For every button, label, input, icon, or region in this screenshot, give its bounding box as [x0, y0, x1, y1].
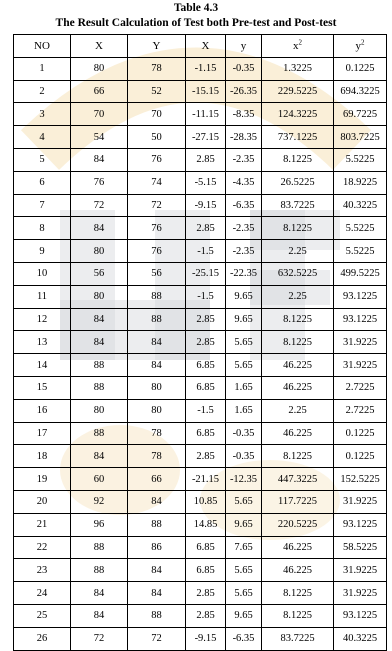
table-title: The Result Calculation of Test both Pre-test and Post-test	[55, 17, 337, 29]
table-cell: 10	[14, 262, 71, 285]
table-cell: 8	[14, 217, 71, 240]
table-row	[14, 604, 387, 627]
table-cell: 6.85	[186, 536, 226, 559]
table-cell: 84	[128, 354, 186, 377]
table-row	[14, 536, 387, 559]
table-cell: 26	[14, 627, 71, 650]
table-row	[14, 217, 387, 240]
table-cell: -9.15	[186, 194, 226, 217]
table-cell: 46.225	[262, 559, 334, 582]
table-row	[14, 240, 387, 263]
table-cell: 6.85	[186, 559, 226, 582]
table-cell: 88	[128, 285, 186, 308]
table-cell: 84	[71, 308, 128, 331]
table-cell: -6.35	[226, 194, 262, 217]
table-cell: 1.65	[226, 376, 262, 399]
table-row	[14, 126, 387, 149]
table-cell: -0.35	[226, 445, 262, 468]
table-cell: -22.35	[226, 262, 262, 285]
table-cell: -2.35	[226, 217, 262, 240]
table-cell: 76	[128, 148, 186, 171]
table-cell: 2.85	[186, 582, 226, 605]
table-cell: 66	[71, 80, 128, 103]
table-cell: 40.3225	[334, 627, 387, 650]
table-cell: 60	[71, 468, 128, 491]
table-cell: 17	[14, 422, 71, 445]
table-cell: -2.35	[226, 148, 262, 171]
table-cell: 5	[14, 148, 71, 171]
table-cell: -0.35	[226, 57, 262, 80]
table-cell: 88	[71, 376, 128, 399]
table-cell: 8.1225	[262, 148, 334, 171]
table-cell: 76	[128, 240, 186, 263]
table-cell: -6.35	[226, 627, 262, 650]
table-cell: 84	[71, 604, 128, 627]
table-cell: 26.5225	[262, 171, 334, 194]
column-header-text: y	[240, 39, 247, 52]
table-cell: 8.1225	[262, 445, 334, 468]
table-cell: 83.7225	[262, 627, 334, 650]
table-cell: -12.35	[226, 468, 262, 491]
table-cell: 31.9225	[334, 490, 387, 513]
table-cell: 7	[14, 194, 71, 217]
table-cell: -1.5	[186, 240, 226, 263]
table-cell: 25	[14, 604, 71, 627]
table-row	[14, 308, 387, 331]
column-header	[71, 35, 128, 58]
table-cell: 1.3225	[262, 57, 334, 80]
table-cell: 80	[128, 376, 186, 399]
column-header-superscript: 2	[298, 38, 302, 47]
table-cell: 70	[71, 103, 128, 126]
table-cell: 21	[14, 513, 71, 536]
table-cell: 9.65	[226, 285, 262, 308]
table-cell: 5.65	[226, 331, 262, 354]
table-cell: 5.65	[226, 354, 262, 377]
table-cell: 84	[71, 148, 128, 171]
table-cell: 69.7225	[334, 103, 387, 126]
table-cell: 70	[128, 103, 186, 126]
table-cell: 88	[71, 422, 128, 445]
table-cell: 9	[14, 240, 71, 263]
table-cell: 88	[71, 536, 128, 559]
table-cell: 220.5225	[262, 513, 334, 536]
table-cell: 18	[14, 445, 71, 468]
table-row	[14, 80, 387, 103]
table-cell: 8.1225	[262, 331, 334, 354]
table-cell: 8.1225	[262, 582, 334, 605]
table-cell: 78	[128, 57, 186, 80]
table-cell: 5.65	[226, 559, 262, 582]
table-cell: 40.3225	[334, 194, 387, 217]
table-cell: 8.1225	[262, 308, 334, 331]
table-cell: 24	[14, 582, 71, 605]
column-header-text: x	[293, 39, 299, 52]
table-cell: 0.1225	[334, 422, 387, 445]
table-cell: 84	[71, 331, 128, 354]
table-cell: 72	[128, 194, 186, 217]
table-cell: 229.5225	[262, 80, 334, 103]
table-cell: -1.15	[186, 57, 226, 80]
table-cell: 93.1225	[334, 513, 387, 536]
table-cell: 84	[128, 331, 186, 354]
table-row	[14, 262, 387, 285]
table-row	[14, 354, 387, 377]
table-cell: 88	[128, 604, 186, 627]
table-cell: 2.85	[186, 331, 226, 354]
table-cell: 13	[14, 331, 71, 354]
table-cell: -5.15	[186, 171, 226, 194]
table-cell: 74	[128, 171, 186, 194]
table-cell: 14	[14, 354, 71, 377]
table-row	[14, 376, 387, 399]
table-cell: -25.15	[186, 262, 226, 285]
table-cell: 72	[71, 194, 128, 217]
table-cell: -1.5	[186, 399, 226, 422]
table-cell: 6.85	[186, 354, 226, 377]
table-cell: -2.35	[226, 240, 262, 263]
table-cell: 54	[71, 126, 128, 149]
table-cell: 2.25	[262, 285, 334, 308]
table-cell: 72	[128, 627, 186, 650]
table-cell: 9.65	[226, 513, 262, 536]
table-cell: 2.7225	[334, 399, 387, 422]
column-header-superscript: 2	[361, 38, 365, 47]
table-cell: 46.225	[262, 536, 334, 559]
table-row	[14, 194, 387, 217]
column-header-text: NO	[34, 39, 50, 52]
table-row	[14, 148, 387, 171]
table-cell: -15.15	[186, 80, 226, 103]
column-header	[226, 35, 262, 58]
table-cell: 88	[128, 308, 186, 331]
table-row	[14, 399, 387, 422]
table-cell: 1	[14, 57, 71, 80]
table-cell: 5.65	[226, 490, 262, 513]
column-header-text: X	[201, 39, 210, 52]
table-cell: 88	[128, 513, 186, 536]
table-cell: -11.15	[186, 103, 226, 126]
table-cell: 93.1225	[334, 308, 387, 331]
table-cell: 84	[128, 559, 186, 582]
table-cell: 31.9225	[334, 331, 387, 354]
table-row	[14, 513, 387, 536]
table-row	[14, 559, 387, 582]
table-cell: 31.9225	[334, 354, 387, 377]
column-header	[334, 35, 387, 58]
table-cell: 6.85	[186, 376, 226, 399]
table-cell: 7.65	[226, 536, 262, 559]
table-cell: 31.9225	[334, 559, 387, 582]
table-cell: -4.35	[226, 171, 262, 194]
table-cell: 8.1225	[262, 217, 334, 240]
table-cell: 84	[71, 217, 128, 240]
table-cell: 88	[71, 354, 128, 377]
table-cell: 92	[71, 490, 128, 513]
table-cell: 5.5225	[334, 217, 387, 240]
table-cell: 58.5225	[334, 536, 387, 559]
table-row	[14, 171, 387, 194]
table-cell: 15	[14, 376, 71, 399]
table-cell: 447.3225	[262, 468, 334, 491]
table-row	[14, 285, 387, 308]
table-cell: 2.25	[262, 240, 334, 263]
table-cell: 96	[71, 513, 128, 536]
table-cell: 2.85	[186, 148, 226, 171]
table-cell: 22	[14, 536, 71, 559]
table-cell: 12	[14, 308, 71, 331]
table-cell: 23	[14, 559, 71, 582]
table-row	[14, 103, 387, 126]
table-label: Table 4.3	[173, 2, 219, 14]
column-header-text: y	[355, 39, 361, 52]
table-cell: 83.7225	[262, 194, 334, 217]
table-cell: 84	[71, 445, 128, 468]
table-cell: 84	[71, 582, 128, 605]
table-cell: 80	[71, 57, 128, 80]
table-cell: 16	[14, 399, 71, 422]
table-cell: 6	[14, 171, 71, 194]
table-row	[14, 468, 387, 491]
table-cell: 66	[128, 468, 186, 491]
table-cell: 20	[14, 490, 71, 513]
table-cell: 76	[128, 217, 186, 240]
table-cell: 19	[14, 468, 71, 491]
table-cell: 2.7225	[334, 376, 387, 399]
table-cell: 93.1225	[334, 604, 387, 627]
table-cell: -1.5	[186, 285, 226, 308]
table-body	[14, 57, 387, 650]
table-cell: 2	[14, 80, 71, 103]
table-cell: 80	[71, 399, 128, 422]
table-cell: 10.85	[186, 490, 226, 513]
column-header	[128, 35, 186, 58]
table-cell: 80	[128, 399, 186, 422]
table-cell: -21.15	[186, 468, 226, 491]
table-cell: 5.65	[226, 582, 262, 605]
table-cell: 93.1225	[334, 285, 387, 308]
table-cell: 2.25	[262, 399, 334, 422]
table-cell: 2.85	[186, 217, 226, 240]
table-cell: 6.85	[186, 422, 226, 445]
table-cell: 5.5225	[334, 148, 387, 171]
table-header-row	[14, 35, 387, 58]
table-cell: 80	[71, 285, 128, 308]
table-cell: 56	[128, 262, 186, 285]
table-cell: 152.5225	[334, 468, 387, 491]
table-cell: -8.35	[226, 103, 262, 126]
table-cell: -27.15	[186, 126, 226, 149]
table-cell: 18.9225	[334, 171, 387, 194]
column-header	[14, 35, 71, 58]
table-row	[14, 627, 387, 650]
table-cell: 50	[128, 126, 186, 149]
table-cell: -0.35	[226, 422, 262, 445]
table-cell: 2.85	[186, 604, 226, 627]
table-row	[14, 57, 387, 80]
table-cell: 88	[71, 559, 128, 582]
table-cell: 46.225	[262, 376, 334, 399]
table-row	[14, 582, 387, 605]
table-cell: 4	[14, 126, 71, 149]
table-cell: 0.1225	[334, 57, 387, 80]
table-cell: 56	[71, 262, 128, 285]
table-cell: 46.225	[262, 354, 334, 377]
table-row	[14, 445, 387, 468]
table-cell: 84	[128, 582, 186, 605]
table-row	[14, 490, 387, 513]
table-cell: 803.7225	[334, 126, 387, 149]
table-cell: 0.1225	[334, 445, 387, 468]
table-cell: 46.225	[262, 422, 334, 445]
table-cell: -28.35	[226, 126, 262, 149]
table-cell: 1.65	[226, 399, 262, 422]
table-cell: 78	[128, 422, 186, 445]
table-cell: 11	[14, 285, 71, 308]
table-cell: 80	[71, 240, 128, 263]
table-cell: -26.35	[226, 80, 262, 103]
table-cell: 5.5225	[334, 240, 387, 263]
table-cell: 124.3225	[262, 103, 334, 126]
table-cell: 84	[128, 490, 186, 513]
table-cell: 737.1225	[262, 126, 334, 149]
table-cell: -9.15	[186, 627, 226, 650]
table-cell: 694.3225	[334, 80, 387, 103]
table-cell: 76	[71, 171, 128, 194]
table-cell: 2.85	[186, 445, 226, 468]
table-cell: 8.1225	[262, 604, 334, 627]
table-cell: 9.65	[226, 308, 262, 331]
table-cell: 117.7225	[262, 490, 334, 513]
result-table	[13, 34, 387, 651]
column-header-text: X	[95, 39, 103, 52]
table-cell: 78	[128, 445, 186, 468]
table-cell: 72	[71, 627, 128, 650]
table-cell: 31.9225	[334, 582, 387, 605]
table-cell: 499.5225	[334, 262, 387, 285]
table-cell: 52	[128, 80, 186, 103]
table-row	[14, 422, 387, 445]
column-header	[186, 35, 226, 58]
table-cell: 3	[14, 103, 71, 126]
column-header	[262, 35, 334, 58]
table-cell: 9.65	[226, 604, 262, 627]
table-row	[14, 331, 387, 354]
column-header-text: Y	[152, 39, 161, 52]
table-cell: 86	[128, 536, 186, 559]
table-cell: 2.85	[186, 308, 226, 331]
table-cell: 632.5225	[262, 262, 334, 285]
table-cell: 14.85	[186, 513, 226, 536]
